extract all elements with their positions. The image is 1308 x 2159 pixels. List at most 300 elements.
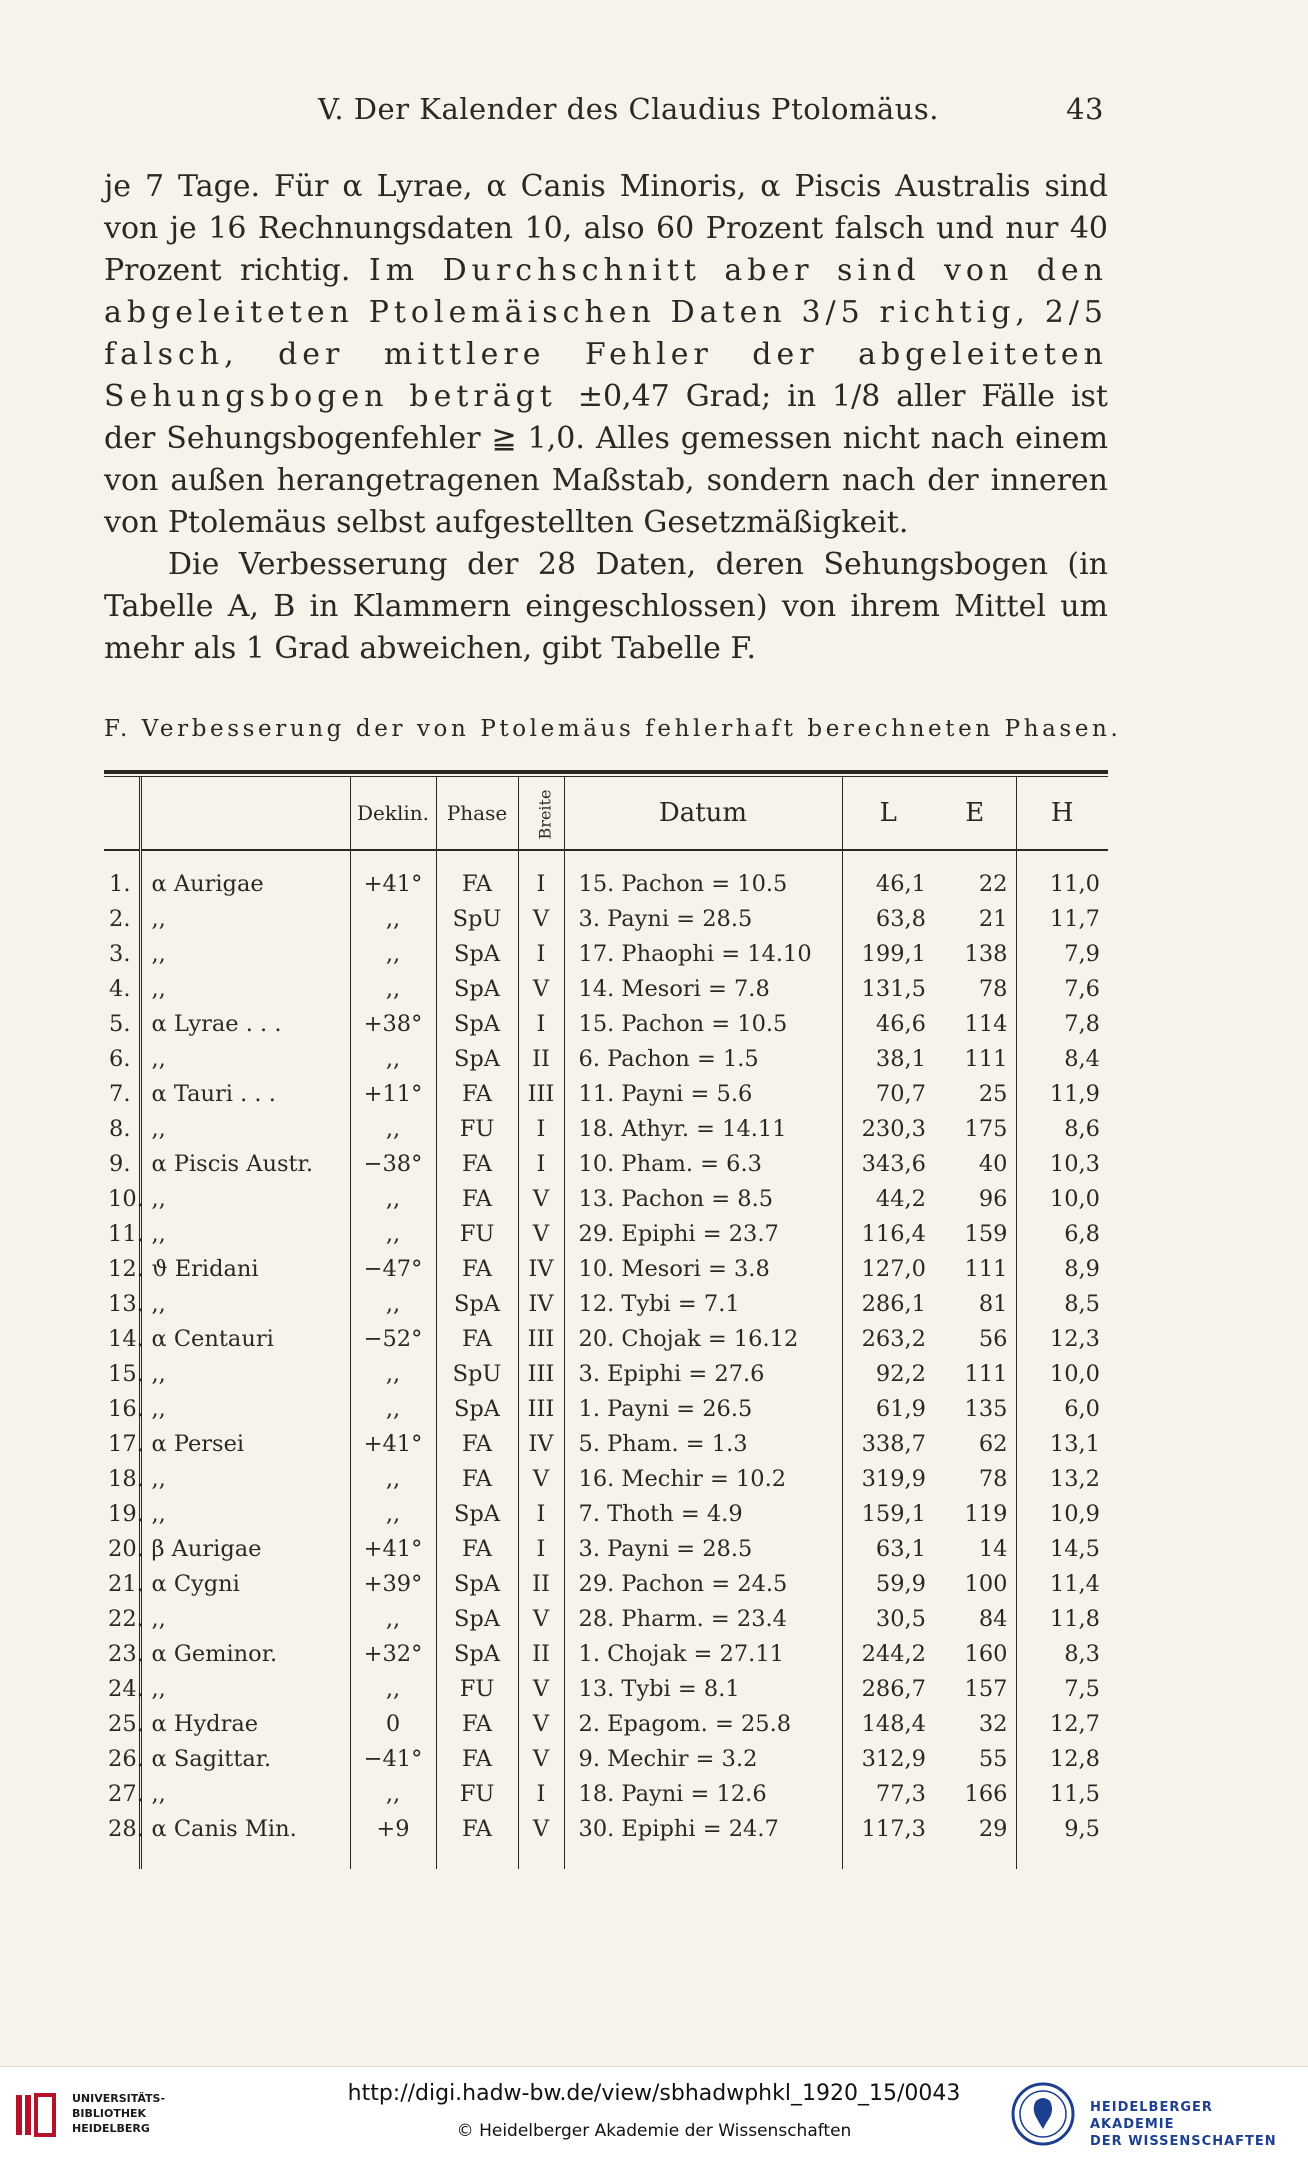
cell-n: 28. [108,1816,144,1842]
cell-e: 32 [978,1711,1008,1737]
cell-n: 26. [108,1746,144,1772]
cell-dek: ,, [350,1112,436,1147]
cell-datum: 15. Pachon = 10.5 [564,850,842,902]
cell-phase: FA [436,1462,518,1497]
cell-n: 14. [108,1326,144,1352]
cell-phase: FA [436,1252,518,1287]
cell-br: I [518,850,564,902]
cell-phase: FU [436,1672,518,1707]
cell-l: 230,3 [842,1112,934,1147]
cell-phase: FA [436,1427,518,1462]
cell-br: III [518,1392,564,1427]
cell-datum: 14. Mesori = 7.8 [564,972,842,1007]
cell-datum: 10. Pham. = 6.3 [564,1147,842,1182]
table-row [104,1392,1108,1427]
cell-dek: −52° [350,1322,436,1357]
cell-datum: 10. Mesori = 3.8 [564,1252,842,1287]
academy-logo-text [1090,2099,1300,2150]
cell-e: 96 [978,1186,1008,1212]
cell-l: 131,5 [842,972,934,1007]
header-star [140,777,350,850]
cell-h: 8,3 [1016,1637,1108,1672]
cell-phase: SpA [436,1287,518,1322]
cell-n: 19. [108,1501,144,1527]
cell-datum: 12. Tybi = 7.1 [564,1287,842,1322]
p1-text-g: ≧ 1,0. [491,421,585,456]
cell-e: 138 [964,941,1008,967]
table-header-row [104,777,1108,850]
cell-star: ϑ Eridani [140,1252,350,1287]
table-row [104,1147,1108,1182]
p1-text-h: Alles gemessen nicht nach einem von außen herangetragenen Maßstab, sondern nach der inneren von Ptolemäus selbst aufgestellten Gesetzmäßigkeit. [104,421,1109,540]
cell-l: 286,1 [842,1287,934,1322]
cell-h: 10,0 [1016,1182,1108,1217]
cell-n: 6. [109,1046,131,1072]
cell-h: 7,5 [1016,1672,1108,1707]
cell-star: β Aurigae [140,1532,350,1567]
cell-star: ,, [140,1112,350,1147]
cell-h: 13,2 [1016,1462,1108,1497]
table-top-rule [104,770,1108,774]
cell-phase: FU [436,1777,518,1812]
cell-phase: SpA [436,1392,518,1427]
header-deklin: Deklin. [350,777,436,850]
cell-datum: 2. Epagom. = 25.8 [564,1707,842,1742]
academy-logo[interactable] [1010,2079,1300,2149]
cell-h: 11,8 [1016,1602,1108,1637]
cell-h: 8,6 [1016,1112,1108,1147]
cell-br: V [518,1462,564,1497]
cell-phase: FA [436,1812,518,1869]
cell-n: 7. [109,1081,131,1107]
cell-l: 70,7 [842,1077,934,1112]
academy-logo-line-1: HEIDELBERGER AKADEMIE [1090,2100,1213,2132]
cell-br: V [518,1812,564,1869]
cell-n: 16. [108,1396,144,1422]
cell-dek: ,, [350,1287,436,1322]
table-row [104,1462,1108,1497]
cell-n: 21. [108,1571,144,1597]
cell-h: 9,5 [1016,1812,1108,1869]
cell-dek: +38° [350,1007,436,1042]
table-row [104,1637,1108,1672]
cell-dek: −41° [350,1742,436,1777]
cell-dek: +41° [350,1532,436,1567]
cell-star: α Aurigae [140,850,350,902]
cell-e: 40 [978,1151,1008,1177]
cell-l: 61,9 [842,1392,934,1427]
table-row [104,1777,1108,1812]
table-row [104,937,1108,972]
header-num [104,777,140,850]
copyright-notice: © Heidelberger Akademie der Wissenschaften [456,2121,852,2141]
cell-star: ,, [140,937,350,972]
cell-l: 44,2 [842,1182,934,1217]
cell-datum: 15. Pachon = 10.5 [564,1007,842,1042]
cell-br: V [518,902,564,937]
table-row [104,1007,1108,1042]
cell-l: 148,4 [842,1707,934,1742]
cell-star: α Sagittar. [140,1742,350,1777]
cell-l: 46,6 [842,1007,934,1042]
cell-h: 10,9 [1016,1497,1108,1532]
cell-star: ,, [140,1357,350,1392]
cell-phase: FA [436,1147,518,1182]
cell-phase: SpA [436,972,518,1007]
cell-datum: 16. Mechir = 10.2 [564,1462,842,1497]
cell-dek: ,, [350,1777,436,1812]
cell-datum: 28. Pharm. = 23.4 [564,1602,842,1637]
cell-h: 10,3 [1016,1147,1108,1182]
cell-br: I [518,1112,564,1147]
cell-phase: SpA [436,1497,518,1532]
cell-datum: 29. Pachon = 24.5 [564,1567,842,1602]
cell-star: ,, [140,1217,350,1252]
table-caption: F. Verbesserung der von Ptolemäus fehlerhaft berechneten Phasen. [104,716,1122,742]
table-row [104,1602,1108,1637]
cell-e: 29 [978,1816,1008,1842]
cell-n: 9. [109,1151,131,1177]
body-text [104,166,1108,670]
cell-phase: FA [436,1077,518,1112]
cell-br: IV [518,1287,564,1322]
cell-datum: 3. Payni = 28.5 [564,902,842,937]
cell-h: 8,4 [1016,1042,1108,1077]
cell-br: I [518,1532,564,1567]
cell-l: 46,1 [842,850,934,902]
table-f [104,770,1108,1869]
cell-star: α Cygni [140,1567,350,1602]
cell-n: 8. [109,1116,131,1142]
table-row [104,972,1108,1007]
cell-dek: +11° [350,1077,436,1112]
cell-br: V [518,1742,564,1777]
cell-phase: SpA [436,1602,518,1637]
cell-br: V [518,1217,564,1252]
header-breite-label: Breite [534,789,554,840]
cell-h: 11,0 [1016,850,1108,902]
cell-e: 114 [964,1011,1008,1037]
cell-e: 84 [978,1606,1008,1632]
cell-l: 92,2 [842,1357,934,1392]
cell-n: 27. [108,1781,144,1807]
table-row [104,1672,1108,1707]
cell-n: 15. [108,1361,144,1387]
phase-correction-table [104,777,1108,1869]
cell-h: 10,0 [1016,1357,1108,1392]
cell-datum: 3. Payni = 28.5 [564,1532,842,1567]
table-body [104,850,1108,1869]
cell-l: 199,1 [842,937,934,972]
cell-br: I [518,1007,564,1042]
academy-logo-line-2: DER WISSENSCHAFTEN [1090,2134,1277,2149]
cell-dek: ,, [350,1217,436,1252]
cell-br: I [518,1147,564,1182]
cell-l: 127,0 [842,1252,934,1287]
cell-n: 17. [108,1431,144,1457]
cell-e: 111 [964,1046,1008,1072]
table-row [104,850,1108,902]
cell-l: 38,1 [842,1042,934,1077]
cell-e: 78 [978,1466,1008,1492]
cell-h: 8,9 [1016,1252,1108,1287]
cell-phase: SpA [436,1042,518,1077]
cell-br: V [518,1672,564,1707]
cell-dek: ,, [350,1497,436,1532]
p1-text-e: ±0,47 Grad; in [577,379,833,414]
cell-phase: FA [436,1742,518,1777]
cell-l: 159,1 [842,1497,934,1532]
cell-e: 135 [964,1396,1008,1422]
cell-datum: 29. Epiphi = 23.7 [564,1217,842,1252]
cell-br: III [518,1077,564,1112]
table-row [104,1042,1108,1077]
cell-phase: FA [436,1322,518,1357]
table-row [104,1252,1108,1287]
table-row [104,1077,1108,1112]
running-title: V. Der Kalender des Claudius Ptolomäus. [318,92,939,126]
cell-datum: 18. Athyr. = 14.11 [564,1112,842,1147]
cell-l: 286,7 [842,1672,934,1707]
cell-star: ,, [140,1672,350,1707]
cell-phase: FU [436,1112,518,1147]
cell-br: II [518,1637,564,1672]
cell-e: 55 [978,1746,1008,1772]
cell-star: ,, [140,1182,350,1217]
table-row [104,1812,1108,1869]
cell-h: 12,8 [1016,1742,1108,1777]
cell-datum: 5. Pham. = 1.3 [564,1427,842,1462]
cell-l: 63,1 [842,1532,934,1567]
cell-datum: 3. Epiphi = 27.6 [564,1357,842,1392]
cell-datum: 30. Epiphi = 24.7 [564,1812,842,1869]
cell-l: 319,9 [842,1462,934,1497]
cell-l: 263,2 [842,1322,934,1357]
cell-phase: FA [436,1182,518,1217]
cell-dek: 0 [350,1707,436,1742]
header-l: L [842,777,934,850]
cell-star: ,, [140,902,350,937]
cell-e: 78 [978,976,1008,1002]
cell-l: 30,5 [842,1602,934,1637]
cell-h: 7,6 [1016,972,1108,1007]
cell-e: 56 [978,1326,1008,1352]
cell-n: 11. [108,1221,144,1247]
cell-br: I [518,1497,564,1532]
header-phase: Phase [436,777,518,850]
fraction-one-eighth: 1/8 [832,379,881,414]
cell-h: 11,5 [1016,1777,1108,1812]
cell-star: ,, [140,1777,350,1812]
cell-e: 62 [978,1431,1008,1457]
cell-h: 7,9 [1016,937,1108,972]
cell-n: 20. [108,1536,144,1562]
cell-datum: 1. Chojak = 27.11 [564,1637,842,1672]
cell-dek: ,, [350,972,436,1007]
cell-dek: −47° [350,1252,436,1287]
cell-dek: ,, [350,1602,436,1637]
cell-l: 312,9 [842,1742,934,1777]
cell-datum: 9. Mechir = 3.2 [564,1742,842,1777]
cell-n: 10. [108,1186,144,1212]
cell-h: 12,3 [1016,1322,1108,1357]
cell-n: 23. [108,1641,144,1667]
cell-n: 3. [109,941,131,967]
cell-e: 100 [964,1571,1008,1597]
cell-br: IV [518,1427,564,1462]
header-breite [518,777,564,850]
cell-n: 4. [109,976,131,1002]
cell-dek: ,, [350,1392,436,1427]
cell-star: α Persei [140,1427,350,1462]
p1-text-d: falsch, der mittlere Fehler der abgeleiteten Sehungsbogen beträgt [104,337,1108,414]
header-h: H [1016,777,1108,850]
cell-h: 12,7 [1016,1707,1108,1742]
cell-e: 175 [964,1116,1008,1142]
table-row [104,1357,1108,1392]
table-row [104,902,1108,937]
cell-br: I [518,1777,564,1812]
cell-l: 343,6 [842,1147,934,1182]
cell-datum: 20. Chojak = 16.12 [564,1322,842,1357]
cell-br: III [518,1357,564,1392]
table-row [104,1322,1108,1357]
cell-h: 11,9 [1016,1077,1108,1112]
ub-logo-line-1: UNIVERSITÄTS- [72,2092,166,2105]
header-datum: Datum [564,777,842,850]
cell-e: 111 [964,1256,1008,1282]
cell-l: 117,3 [842,1812,934,1869]
cell-h: 8,5 [1016,1287,1108,1322]
cell-datum: 13. Tybi = 8.1 [564,1672,842,1707]
cell-phase: FU [436,1217,518,1252]
cell-h: 11,7 [1016,902,1108,937]
cell-n: 22. [108,1606,144,1632]
ub-logo-line-2: BIBLIOTHEK [72,2107,147,2120]
cell-dek: ,, [350,902,436,937]
cell-l: 116,4 [842,1217,934,1252]
cell-l: 59,9 [842,1567,934,1602]
cell-h: 13,1 [1016,1427,1108,1462]
cell-dek: +41° [350,1427,436,1462]
table-row [104,1427,1108,1462]
cell-star: ,, [140,1287,350,1322]
cell-star: α Lyrae . . . [140,1007,350,1042]
table-row [104,1112,1108,1147]
cell-star: ,, [140,1497,350,1532]
cell-dek: +9 [350,1812,436,1869]
cell-dek: +39° [350,1567,436,1602]
cell-dek: ,, [350,1672,436,1707]
cell-br: V [518,1707,564,1742]
cell-dek: +32° [350,1637,436,1672]
cell-e: 22 [978,871,1008,897]
cell-e: 14 [978,1536,1008,1562]
cell-phase: FA [436,1532,518,1567]
p1-text-a: je 7 Tage. Für α Lyrae, α Canis Minoris, α Piscis Australis sind von je 16 Rechnungsdaten 10, also 60 Prozent falsch und nur 40 Prozent richtig. [104,169,1108,288]
cell-star: ,, [140,1392,350,1427]
cell-dek: ,, [350,1357,436,1392]
cell-br: III [518,1322,564,1357]
cell-dek: −38° [350,1147,436,1182]
cell-phase: SpA [436,1567,518,1602]
table-row [104,1182,1108,1217]
cell-star: ,, [140,1602,350,1637]
page-number: 43 [1066,92,1104,126]
paragraph-1 [104,166,1108,544]
table-row [104,1497,1108,1532]
fraction-two-fifths: 2/5 [1044,295,1108,330]
cell-e: 160 [964,1641,1008,1667]
cell-dek: ,, [350,1182,436,1217]
cell-n: 12. [108,1256,144,1282]
cell-phase: SpA [436,937,518,972]
cell-h: 14,5 [1016,1532,1108,1567]
cell-star: α Geminor. [140,1637,350,1672]
cell-phase: SpU [436,1357,518,1392]
cell-e: 159 [964,1221,1008,1247]
cell-h: 6,0 [1016,1392,1108,1427]
cell-datum: 6. Pachon = 1.5 [564,1042,842,1077]
cell-br: V [518,1602,564,1637]
fraction-three-fifths: 3/5 [801,295,865,330]
cell-h: 6,8 [1016,1217,1108,1252]
paragraph-2: Die Verbesserung der 28 Daten, deren Sehungsbogen (in Tabelle A, B in Klammern eingeschlossen) von ihrem Mittel um mehr als 1 Grad abweichen, gibt Tabelle F. [104,547,1108,666]
cell-star: ,, [140,972,350,1007]
table-row [104,1707,1108,1742]
cell-e: 21 [978,906,1008,932]
cell-star: ,, [140,1042,350,1077]
cell-dek: ,, [350,937,436,972]
cell-l: 338,7 [842,1427,934,1462]
cell-br: II [518,1567,564,1602]
academy-seal-icon [1010,2081,1076,2147]
cell-e: 111 [964,1361,1008,1387]
cell-e: 166 [964,1781,1008,1807]
cell-phase: SpU [436,902,518,937]
cell-datum: 7. Thoth = 4.9 [564,1497,842,1532]
cell-dek: ,, [350,1462,436,1497]
cell-star: α Hydrae [140,1707,350,1742]
cell-n: 25. [108,1711,144,1737]
ub-logo-line-3: HEIDELBERG [72,2122,150,2135]
cell-l: 244,2 [842,1637,934,1672]
cell-l: 77,3 [842,1777,934,1812]
cell-star: α Tauri . . . [140,1077,350,1112]
cell-n: 2. [109,906,131,932]
p1-text-c: richtig, [864,295,1045,330]
cell-datum: 11. Payni = 5.6 [564,1077,842,1112]
cell-star: α Canis Min. [140,1812,350,1869]
cell-star: α Centauri [140,1322,350,1357]
cell-phase: FA [436,850,518,902]
table-row [104,1217,1108,1252]
cell-datum: 18. Payni = 12.6 [564,1777,842,1812]
cell-e: 157 [964,1676,1008,1702]
p1-text-b: Im Durchschnitt aber sind von den abgeleiteten Ptolemäischen Daten [104,253,1108,330]
table-row [104,1742,1108,1777]
table-row [104,1567,1108,1602]
cell-br: I [518,937,564,972]
cell-br: V [518,1182,564,1217]
cell-star: ,, [140,1462,350,1497]
cell-l: 63,8 [842,902,934,937]
cell-e: 81 [978,1291,1008,1317]
cell-dek: ,, [350,1042,436,1077]
permalink[interactable]: http://digi.hadw-bw.de/view/sbhadwphkl_1920_15/0043 [347,2081,961,2106]
cell-datum: 13. Pachon = 8.5 [564,1182,842,1217]
cell-e: 119 [964,1501,1008,1527]
